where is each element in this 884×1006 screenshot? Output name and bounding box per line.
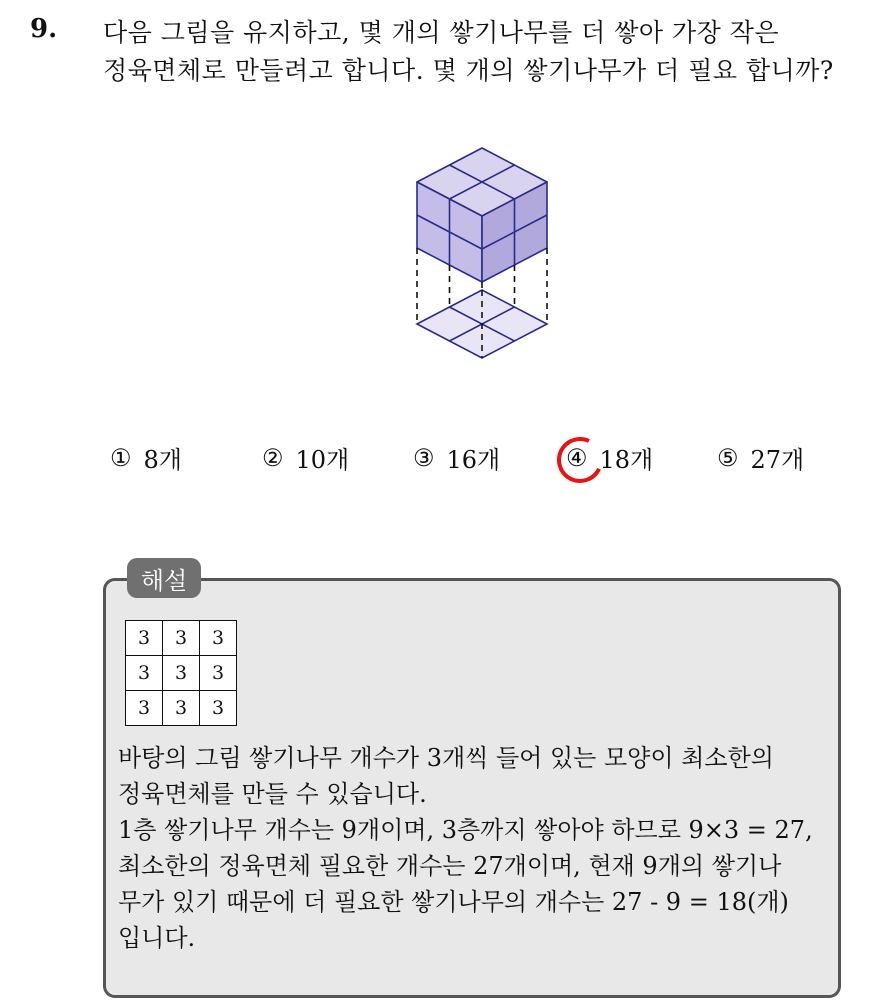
grid-cell: 3: [126, 656, 163, 691]
choice-3[interactable]: [413, 440, 500, 475]
solution-count-grid: [125, 620, 237, 726]
solution-line: 바탕의 그림 쌓기나무 개수가 3개씩 들어 있는 모양이 최소한의: [118, 744, 774, 772]
question-number: 9.: [30, 14, 58, 44]
solution-line: 최소한의 정육면체 필요한 개수는 27개이며, 현재 9개의 쌓기나: [118, 852, 782, 880]
choice-label: 16개: [446, 446, 501, 474]
choice-5[interactable]: [717, 440, 804, 475]
solution-line: 무가 있기 때문에 더 필요한 쌓기나무의 개수는 27 - 9 = 18(개): [118, 888, 789, 916]
choice-label: 18개: [599, 446, 654, 474]
solution-line: 정육면체를 만들 수 있습니다.: [118, 780, 427, 808]
choice-label: 27개: [750, 446, 805, 474]
question-line: 다음 그림을 유지하고, 몇 개의 쌓기나무를 더 쌓아 가장 작은: [103, 18, 780, 47]
answer-choices: [0, 440, 884, 480]
choice-mark: ③: [413, 443, 435, 472]
choice-label: 10개: [295, 446, 350, 474]
solution-text: [118, 740, 838, 956]
question-line: 정육면체로 만들려고 합니다. 몇 개의 쌓기나무가 더 필요 합니까?: [103, 56, 834, 85]
solution-line: 1층 쌓기나무 개수는 9개이며, 3층까지 쌓아야 하므로 9×3 = 27,: [118, 816, 813, 844]
choice-mark-selected: ④: [566, 443, 588, 472]
choice-mark: ⑤: [717, 443, 739, 472]
grid-cell: 3: [163, 656, 200, 691]
choice-mark: ①: [110, 443, 132, 472]
solution-line: 입니다.: [118, 924, 196, 952]
choice-1[interactable]: [110, 440, 182, 475]
choice-4[interactable]: [566, 440, 653, 475]
question-text: [103, 14, 863, 90]
grid-cell: 3: [126, 621, 163, 656]
choice-2[interactable]: [262, 440, 349, 475]
solution-tag: 해설: [127, 558, 201, 598]
grid-cell: 3: [200, 656, 237, 691]
grid-cell: 3: [126, 691, 163, 726]
block-stack-figure: [400, 140, 570, 370]
grid-cell: 3: [163, 691, 200, 726]
grid-cell: 3: [200, 621, 237, 656]
choice-label: 8개: [143, 446, 182, 474]
choice-mark: ②: [262, 443, 284, 472]
grid-cell: 3: [200, 691, 237, 726]
grid-cell: 3: [163, 621, 200, 656]
